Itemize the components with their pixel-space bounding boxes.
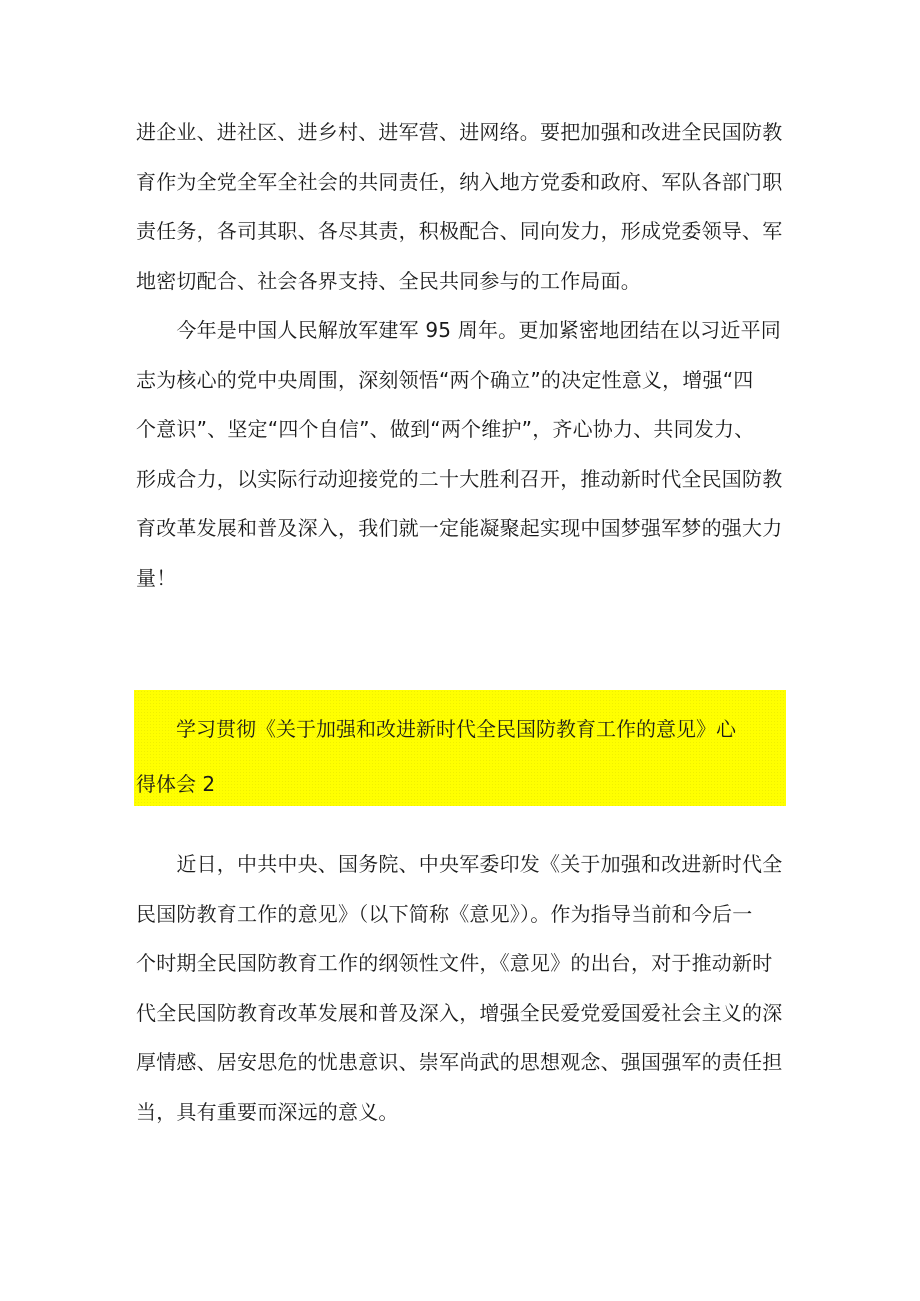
text-line: 个意识”、坚定“四个自信”、做到“两个维护”，齐心协力、共同发力、 [136, 417, 755, 441]
text-line: 责任务，各司其职、各尽其责，积极配合、同向发力，形成党委领导、军 [136, 219, 783, 243]
text-line: 进企业、进社区、进乡村、进军营、进网络。要把加强和改进全民国防教 [136, 120, 783, 144]
text-line: 量！ [136, 565, 177, 590]
text-line: 志为核心的党中央周围，深刻领悟“两个确立”的决定性意义，增强“四 [136, 367, 754, 392]
text-line: 民国防教育工作的意见》（以下简称《意见》）。作为指导当前和今后一 [136, 901, 753, 926]
paragraph-continuation [136, 108, 788, 306]
text-line: 形成合力，以实际行动迎接党的二十大胜利召开，推动新时代全民国防教 [136, 466, 783, 491]
paragraph-intro [136, 840, 788, 1137]
text-line: 个时期全民国防教育工作的纲领性文件，《意见》的出台，对于推动新时 [136, 951, 773, 975]
text-line: 近日，中共中央、国务院、中央军委印发《关于加强和改进新时代全 [136, 852, 783, 876]
paragraph-anniversary [136, 306, 788, 603]
text-line: 育作为全党全军全社会的共同责任，纳入地方党委和政府、军队各部门职 [136, 169, 783, 194]
text-line: 育改革发展和普及深入，我们就一定能凝聚起实现中国梦强军梦的强大力 [136, 516, 783, 540]
section-heading-highlight [134, 690, 786, 806]
text-line: 代全民国防教育改革发展和普及深入，增强全民爱党爱国爱社会主义的深 [136, 1000, 783, 1025]
text-line: 厚情感、居安思危的忧患意识、崇军尚武的思想观念、强国强军的责任担 [136, 1050, 783, 1074]
text-line: 今年是中国人民解放军建军 95 周年。更加紧密地团结在以习近平同 [136, 318, 781, 342]
heading-line: 得体会 2 [136, 772, 216, 796]
text-line: 当，具有重要而深远的意义。 [136, 1099, 399, 1124]
heading-line: 学习贯彻《关于加强和改进新时代全民国防教育工作的意见》心 [136, 717, 736, 741]
text-line: 地密切配合、社会各界支持、全民共同参与的工作局面。 [136, 268, 641, 293]
section-heading [136, 702, 736, 812]
